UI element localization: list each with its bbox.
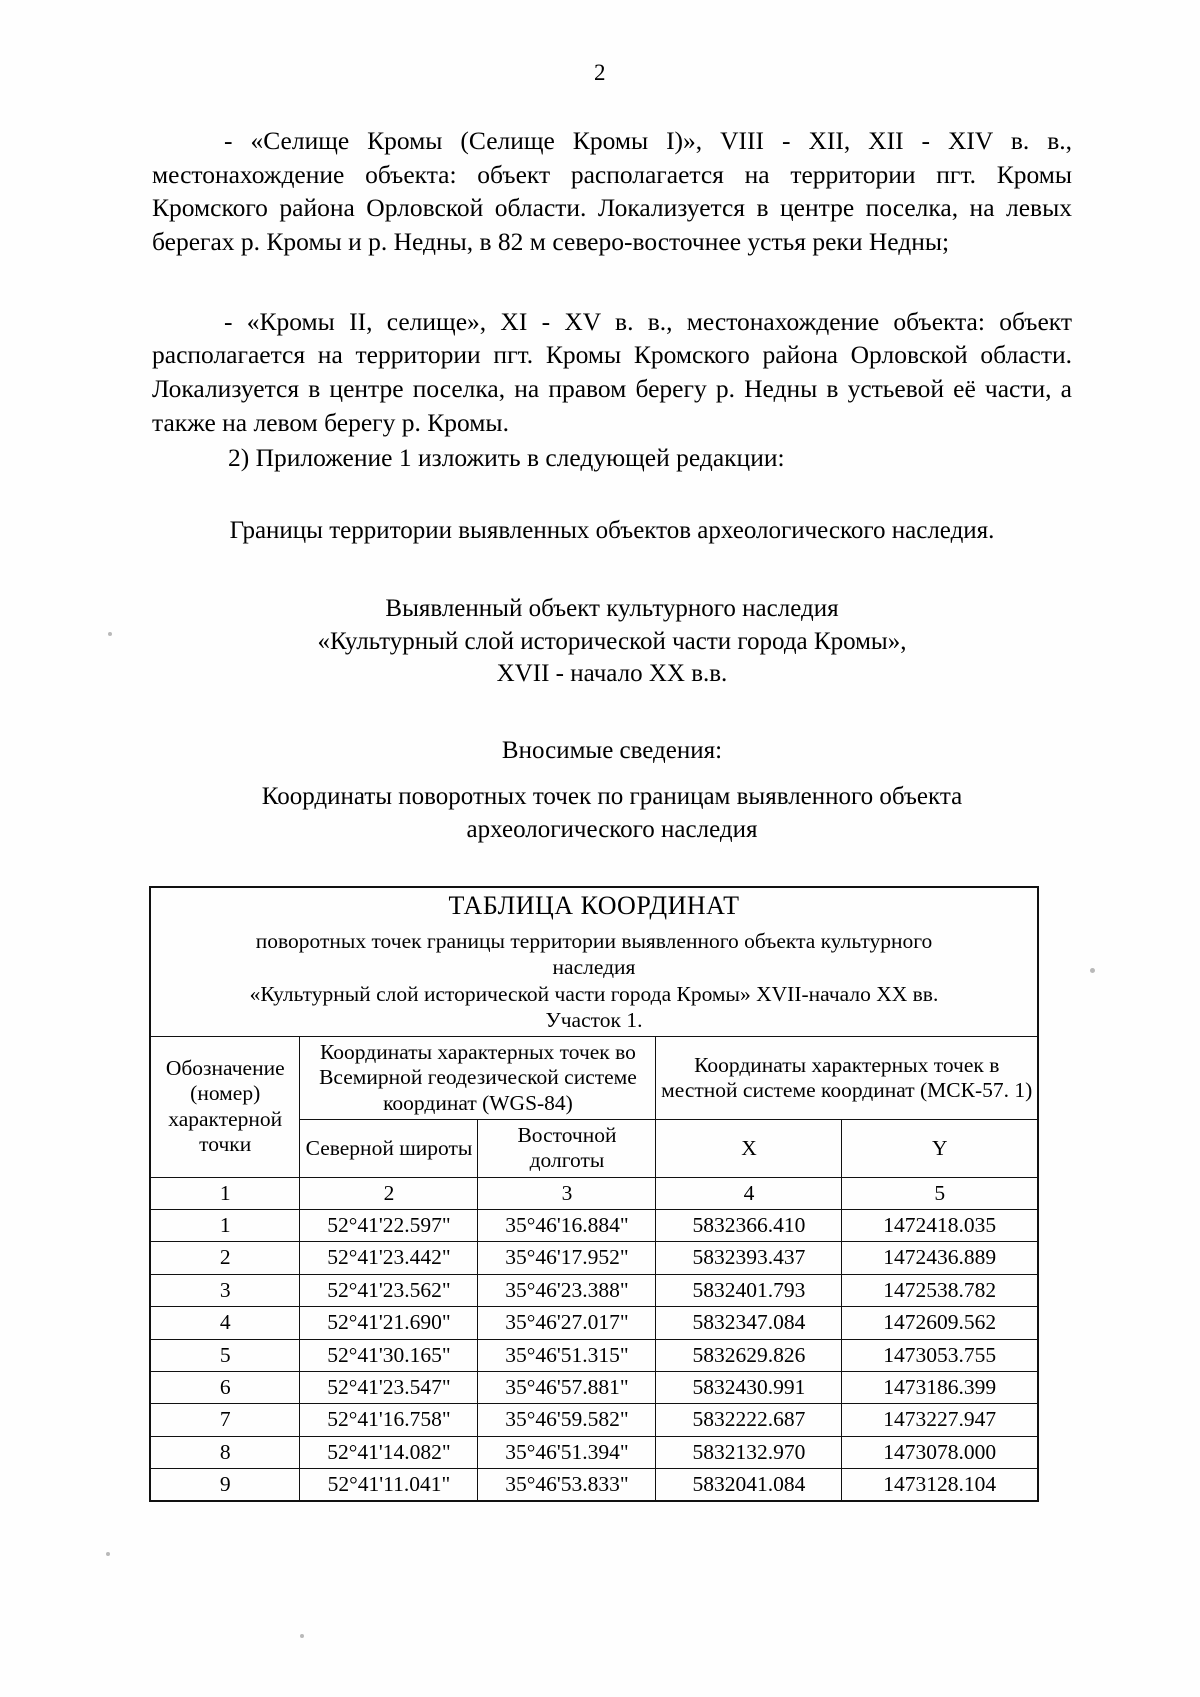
coordinates-table [149,886,1039,1502]
cell-latitude: 52°41'30.165" [300,1339,478,1371]
table-row [150,1307,1038,1339]
table-column-number-row [150,1177,1038,1209]
table-caption-cell [150,887,1038,1036]
cell-y: 1472609.562 [842,1307,1038,1339]
cell-x: 5832393.437 [656,1242,842,1274]
table-row [150,1242,1038,1274]
cell-longitude: 35°46'17.952" [478,1242,656,1274]
section-title: Границы территории выявленных объектов археологического наследия. [229,516,995,544]
table-caption-row [150,887,1038,1036]
table-row [150,1274,1038,1306]
cell-point-number: 3 [150,1274,300,1306]
table-row [150,1404,1038,1436]
column-number-5: 5 [842,1177,1038,1209]
cell-x: 5832132.970 [656,1436,842,1468]
document-body [0,124,1200,846]
table-caption-line-4: Участок 1. [545,1007,643,1032]
table-caption-line-3: «Культурный слой исторической части города Кромы» XVII-начало XX вв. [249,981,939,1006]
cell-y: 1473053.755 [842,1339,1038,1371]
cell-longitude: 35°46'16.884" [478,1210,656,1242]
heading-line-3: XVII - начало XX в.в. [496,660,728,688]
scan-speck [106,1552,110,1556]
header-group-wgs84: Координаты характерных точек во Всемирной геодезической системе координат (WGS-84) [300,1036,656,1119]
cell-longitude: 35°46'57.881" [478,1371,656,1403]
header-latitude: Северной широты [300,1120,478,1178]
header-point-number: Обозначение (номер) характерной точки [150,1036,300,1177]
cell-x: 5832401.793 [656,1274,842,1306]
cell-latitude: 52°41'11.041" [300,1468,478,1501]
header-y: Y [842,1120,1038,1178]
coordinates-table-wrapper [0,886,1200,1502]
header-group-msk57: Координаты характерных точек в местной системе координат (МСК-57. 1) [656,1036,1038,1119]
scan-speck [300,1634,304,1638]
cell-y: 1473078.000 [842,1436,1038,1468]
cell-point-number: 5 [150,1339,300,1371]
cell-longitude: 35°46'59.582" [478,1404,656,1436]
subheading-line-3: археологического наследия [466,815,758,843]
subheading-block [152,735,1072,847]
subheading-line-2: Координаты поворотных точек по границам выявленного объекта [261,783,963,811]
paragraph-prilozhenie: 2) Приложение 1 изложить в следующей редакции: [228,443,785,473]
paragraph-selishche-kromy: - «Селище Кромы (Селище Кромы I)», VIII - XII, XII - XIV в. в., местонахождение объекта: объект располагается на территории пгт. Кромы Кромского района Орловской области. Локализуется в центре поселка, на левых берегах р. Кромы и р. Недны, в 82 м северо-восточнее устья реки Недны; [152,126,1072,256]
table-row [150,1210,1038,1242]
column-number-4: 4 [656,1177,842,1209]
cell-x: 5832222.687 [656,1404,842,1436]
cell-point-number: 9 [150,1468,300,1501]
cell-latitude: 52°41'23.442" [300,1242,478,1274]
cell-point-number: 1 [150,1210,300,1242]
cell-x: 5832347.084 [656,1307,842,1339]
cell-longitude: 35°46'23.388" [478,1274,656,1306]
cell-point-number: 2 [150,1242,300,1274]
table-caption-line-1: поворотных точек границы территории выявленного объекта культурного [255,929,933,954]
cell-y: 1472418.035 [842,1210,1038,1242]
page-number: 2 [594,60,606,85]
heading-line-2: «Культурный слой исторической части города Кромы», [317,627,907,655]
table-header-row-groups [150,1036,1038,1119]
cell-latitude: 52°41'23.547" [300,1371,478,1403]
cell-y: 1473227.947 [842,1404,1038,1436]
table-row [150,1436,1038,1468]
cell-y: 1472538.782 [842,1274,1038,1306]
paragraph-kromy-2-selishche: - «Кромы II, селище», XI - XV в. в., местонахождение объекта: объект располагается на территории пгт. Кромы Кромского района Орловской области. Локализуется в центре поселка, на правом берегу р. Недны в устьевой её части, а также на левом берегу р. Кромы. [152,306,1072,437]
cell-y: 1473186.399 [842,1371,1038,1403]
header-longitude: Восточной долготы [478,1120,656,1178]
cell-latitude: 52°41'16.758" [300,1404,478,1436]
header-x: X [656,1120,842,1178]
cell-y: 1473128.104 [842,1468,1038,1501]
cell-x: 5832629.826 [656,1339,842,1371]
scan-speck [1090,968,1095,973]
column-number-1: 1 [150,1177,300,1209]
cell-longitude: 35°46'51.394" [478,1436,656,1468]
column-number-3: 3 [478,1177,656,1209]
cell-point-number: 8 [150,1436,300,1468]
cell-latitude: 52°41'21.690" [300,1307,478,1339]
cell-latitude: 52°41'22.597" [300,1210,478,1242]
cell-longitude: 35°46'51.315" [478,1339,656,1371]
subheading-line-1: Вносимые сведения: [501,736,723,764]
table-row [150,1371,1038,1403]
cell-x: 5832041.084 [656,1468,842,1501]
table-title: ТАБЛИЦА КООРДИНАТ [448,891,740,921]
scan-speck [108,632,112,636]
cell-point-number: 4 [150,1307,300,1339]
table-row [150,1468,1038,1501]
cell-x: 5832430.991 [656,1371,842,1403]
heritage-heading-block [152,593,1072,691]
cell-point-number: 7 [150,1404,300,1436]
cell-x: 5832366.410 [656,1210,842,1242]
cell-latitude: 52°41'14.082" [300,1436,478,1468]
cell-y: 1472436.889 [842,1242,1038,1274]
column-number-2: 2 [300,1177,478,1209]
table-row [150,1339,1038,1371]
cell-longitude: 35°46'53.833" [478,1468,656,1501]
table-caption-line-2: наследия [552,955,636,980]
section-title-block [152,515,1072,548]
heading-line-1: Выявленный объект культурного наследия [385,595,839,623]
cell-latitude: 52°41'23.562" [300,1274,478,1306]
cell-longitude: 35°46'27.017" [478,1307,656,1339]
cell-point-number: 6 [150,1371,300,1403]
